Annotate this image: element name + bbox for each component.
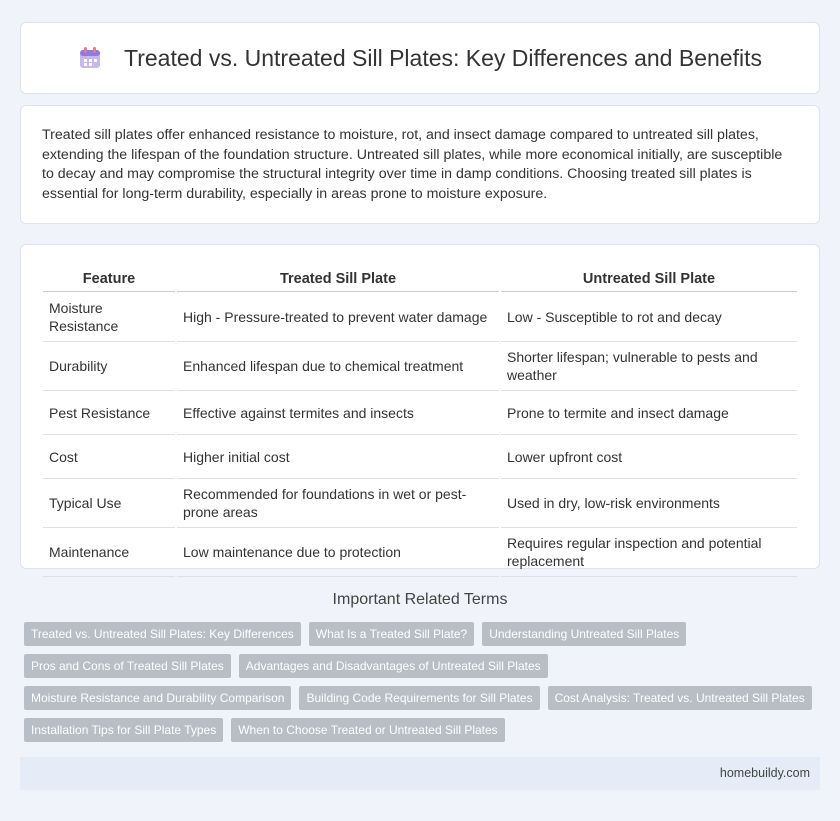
table-cell: Low - Susceptible to rot and decay [501,292,797,342]
table-row [43,528,797,577]
related-term-tag[interactable]: When to Choose Treated or Untreated Sill Plates [231,718,504,742]
table-cell: Pest Resistance [43,391,175,435]
related-term-tag[interactable]: Moisture Resistance and Durability Comparison [24,686,291,710]
column-header-treated: Treated Sill Plate [177,265,499,292]
intro-text: Treated sill plates offer enhanced resistance to moisture, rot, and insect damage compared to untreated sill plates, extending the lifespan of the foundation structure. Untreated sill plates, while more economical initially, are susceptible to decay and may compromise the structural integrity over time in damp conditions. Choosing treated sill plates is essential for long-term durability, especially in areas prone to moisture exposure. [42,127,783,202]
related-term-tag[interactable]: Treated vs. Untreated Sill Plates: Key Differences [24,622,301,646]
page-header [20,22,820,94]
comparison-card [20,244,820,569]
table-cell: Used in dry, low-risk environments [501,479,797,528]
table-cell: Moisture Resistance [43,292,175,342]
table-row [43,391,797,435]
column-header-feature: Feature [43,265,175,292]
table-cell: Enhanced lifespan due to chemical treatment [177,342,499,391]
table-row [43,342,797,391]
related-term-tag[interactable]: Advantages and Disadvantages of Untreated Sill Plates [239,654,548,678]
table-cell: High - Pressure-treated to prevent water damage [177,292,499,342]
column-header-untreated: Untreated Sill Plate [501,265,797,292]
related-term-tag[interactable]: Building Code Requirements for Sill Plates [299,686,539,710]
related-term-tag[interactable]: Understanding Untreated Sill Plates [482,622,686,646]
intro-card [20,105,820,224]
table-cell: Shorter lifespan; vulnerable to pests and weather [501,342,797,391]
table-cell: Lower upfront cost [501,435,797,479]
related-terms-list [24,622,824,750]
table-row [43,435,797,479]
footer [20,757,820,790]
related-terms-title: Important Related Terms [332,591,508,608]
table-cell: Low maintenance due to protection [177,528,499,577]
related-term-tag[interactable]: What Is a Treated Sill Plate? [309,622,474,646]
calendar-icon [78,46,102,70]
table-cell: Prone to termite and insect damage [501,391,797,435]
related-term-tag[interactable]: Pros and Cons of Treated Sill Plates [24,654,231,678]
related-term-tag[interactable]: Installation Tips for Sill Plate Types [24,718,223,742]
table-cell: Effective against termites and insects [177,391,499,435]
footer-site[interactable]: homebuildy.com [719,766,810,780]
table-cell: Higher initial cost [177,435,499,479]
related-term-tag[interactable]: Cost Analysis: Treated vs. Untreated Sill Plates [548,686,812,710]
table-cell: Durability [43,342,175,391]
page-title: Treated vs. Untreated Sill Plates: Key Differences and Benefits [124,44,762,71]
comparison-table [41,265,799,577]
table-row [43,479,797,528]
table-cell: Requires regular inspection and potential replacement [501,528,797,577]
table-cell: Maintenance [43,528,175,577]
table-row [43,292,797,342]
table-cell: Recommended for foundations in wet or pest-prone areas [177,479,499,528]
table-cell: Typical Use [43,479,175,528]
table-cell: Cost [43,435,175,479]
